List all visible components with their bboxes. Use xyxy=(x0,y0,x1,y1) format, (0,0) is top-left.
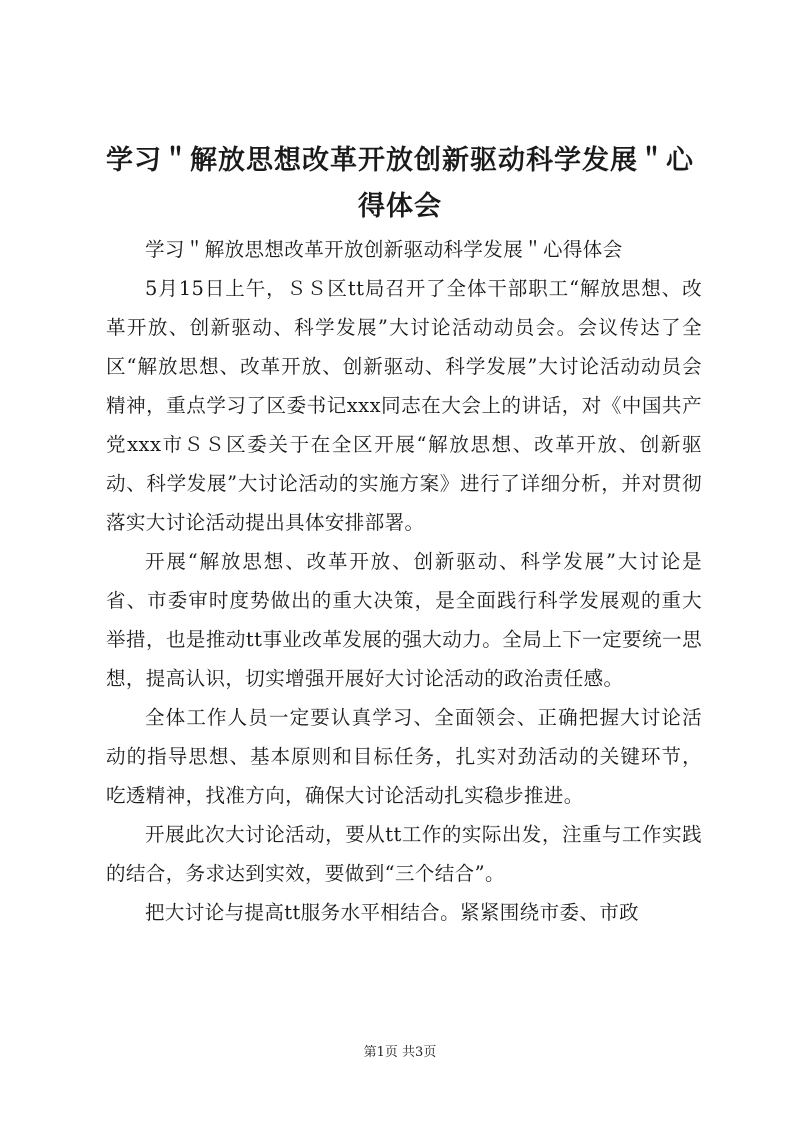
page-footer: 第1页 共3页 xyxy=(363,1045,437,1060)
paragraph: 把大讨论与提高tt服务水平相结合。紧紧围绕市委、市政 xyxy=(145,901,640,924)
paragraph: 开展“解放思想、改革开放、创新驱动、科学发展”大讨论是省、市委审时度势做出的重大决策，是全面践行科学发展观的重大举措，也是推动tt事业改革发展的强大动力。全局上下一定要统一思想，提高认识，切实增强开展好大讨论活动的政治责任感。 xyxy=(106,550,702,690)
paragraph: 开展此次大讨论活动，要从tt工作的实际出发，注重与工作实践的结合，务求达到实效，要做到“三个结合”。 xyxy=(106,823,702,885)
document-title: 学习＂解放思想改革开放创新驱动科学发展＂心得体会 xyxy=(106,145,694,222)
paragraph: 全体工作人员一定要认真学习、全面领会、正确把握大讨论活动的指导思想、基本原则和目标任务，扎实对劲活动的关键环节，吃透精神，找准方向，确保大讨论活动扎实稳步推进。 xyxy=(106,706,702,807)
paragraph: 5月15日上午，ＳＳ区tt局召开了全体干部职工“解放思想、改革开放、创新驱动、科学发展”大讨论活动动员会。会议传达了全区“解放思想、改革开放、创新驱动、科学发展”大讨论活动动员会精神，重点学习了区委书记xxx同志在大会上的讲话，对《中国共产党xxx市ＳＳ区委关于在全区开展“解放思想、改革开放、创新驱动、科学发展”大讨论活动的实施方案》进行了详细分析，并对贯彻落实大讨论活动提出具体安排部署。 xyxy=(106,277,702,534)
document-body xyxy=(106,230,702,932)
paragraph-subtitle: 学习＂解放思想改革开放创新驱动科学发展＂心得体会 xyxy=(145,238,623,261)
